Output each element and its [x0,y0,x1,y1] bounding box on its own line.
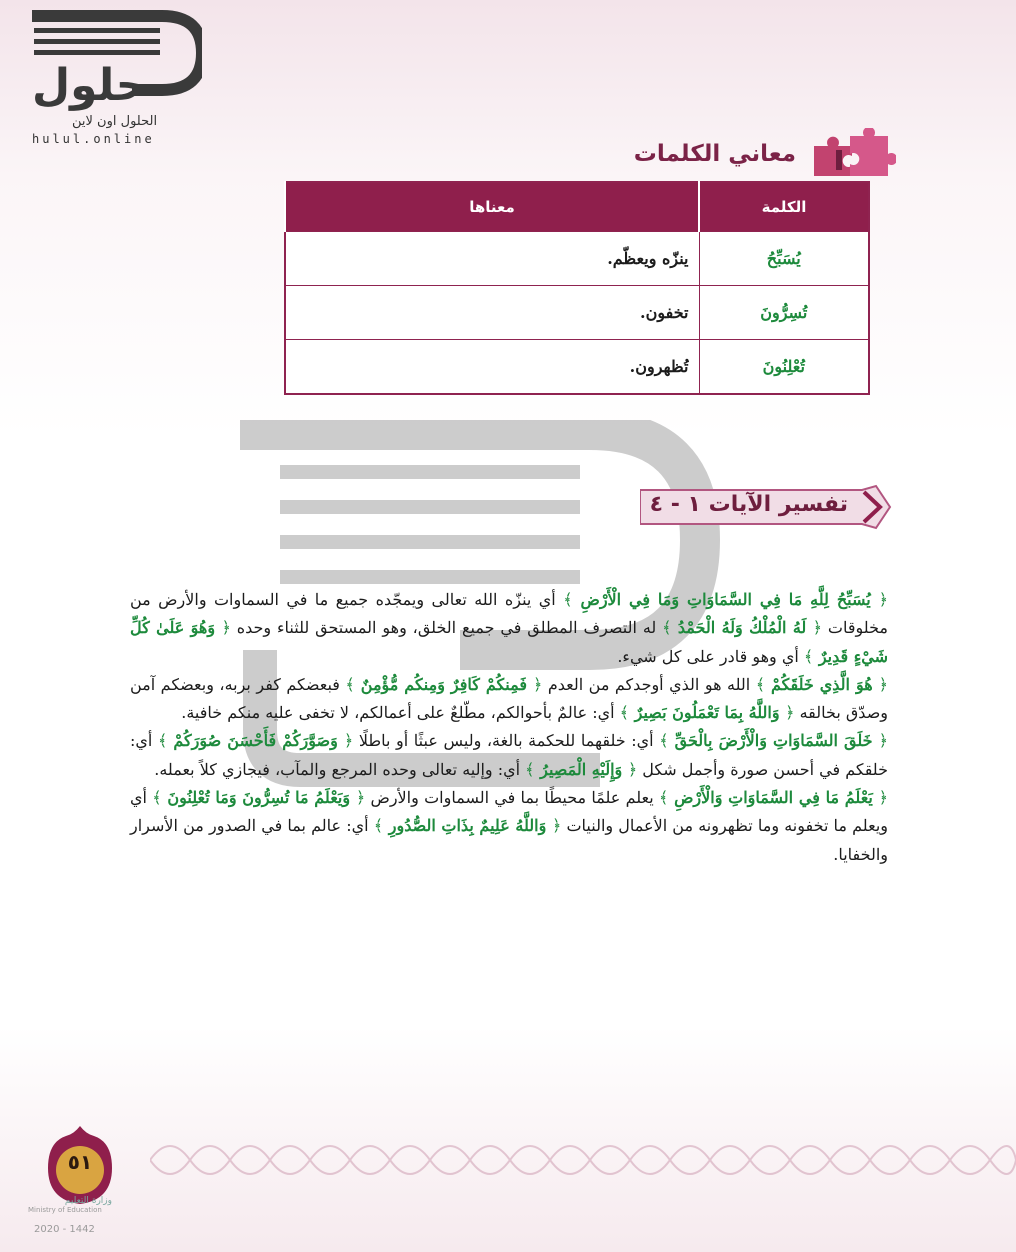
verse-bracket: ﴿ [355,788,366,808]
ministry-name-en: Ministry of Education [28,1206,102,1214]
vocab-title: معاني الكلمات [633,141,796,167]
quran-verse: وَصَوَّرَكُمْ فَأَحْسَنَ صُوَرَكُمْ [167,731,344,751]
logo-subtitle: الحلول اون لاين [72,114,158,129]
commentary-text: له التصرف المطلق في جميع الخلق، وهو المستحق للثناء وحده [230,618,663,638]
verse-bracket: ﴾ [658,788,669,808]
vocab-word: تُسِرُّونَ [699,286,869,340]
header-meaning: معناها [285,182,699,232]
vocab-meaning: تُظهرون. [285,340,699,395]
verse-bracket: ﴿ [785,703,795,723]
tafsir-paragraph [130,671,888,728]
verse-bracket: ﴿ [878,590,888,609]
table-row [285,286,869,340]
quran-verse: وَيَعْلَمُ مَا تُسِرُّونَ وَمَا تُعْلِنُونَ [161,788,356,808]
vocab-table [284,181,870,395]
verse-bracket: ﴾ [659,731,669,751]
tafsir-paragraph [130,727,888,784]
puzzle-icon [806,128,896,180]
verse-bracket: ﴿ [878,674,889,694]
quran-verse: يُسَبِّحُ لِلَّهِ مَا فِي السَّمَاوَاتِ وَمَا فِي الْأَرْضِ [572,590,879,609]
table-row [285,232,869,286]
verse-bracket: ﴿ [343,731,354,751]
quran-verse: لَهُ الْمُلْكُ وَلَهُ الْحَمْدُ [671,618,813,638]
vocab-word: تُعْلِنُونَ [699,340,869,395]
quran-verse: فَمِنكُمْ كَافِرٌ وَمِنكُم مُّؤْمِنٌ [354,674,533,694]
tafsir-body [130,586,888,869]
vocab-meaning: تخفون. [285,286,699,340]
verse-bracket: ﴿ [878,788,888,808]
footer-ornament-icon [150,1128,1016,1192]
quran-verse: وَاللَّهُ عَلِيمٌ بِذَاتِ الصُّدُورِ [383,816,552,836]
verse-bracket: ﴿ [878,731,889,751]
verse-bracket: ﴾ [755,674,766,694]
tafsir-section-header [640,482,892,532]
commentary-text: يعلم علمًا محيطًا بما في السماوات والأرض [365,788,659,808]
tafsir-title: تفسير الآيات ١ - ٤ [649,492,848,517]
quran-verse: وَاللَّهُ بِمَا تَعْمَلُونَ بَصِيرٌ [629,703,786,723]
commentary-text: أي: عالم بما في الصدور من الأسرار والخفايا. [130,816,888,864]
commentary-text: أي ويعلم ما تخفونه وما تظهرونه من الأعمال والنيات [130,788,888,836]
commentary-text: أي: خلقهما للحكمة بالغة، وليس عبثًا أو باطلًا [353,731,660,751]
ministry-name: وزارة التعليم [64,1196,112,1206]
tafsir-paragraph [130,586,888,671]
verse-bracket: ﴾ [662,618,672,638]
commentary-text: فبعضكم كفر بربه، وبعضكم آمن وصدّق بخالقه [130,674,888,723]
commentary-text: أي وهو قادر على كل شيء. [617,646,804,666]
vocab-meaning: ينزّه ويعظّم. [285,232,699,286]
commentary-text: أي ينزّه الله تعالى ويمجّده جميع ما في السماوات والأرض من مخلوقات [130,590,888,638]
ministry-logo [28,1196,112,1218]
quran-verse: يَعْلَمُ مَا فِي السَّمَاوَاتِ وَالْأَرْضِ [668,788,879,808]
verse-bracket: ﴿ [812,618,823,638]
header-word: الكلمة [699,182,869,232]
verse-bracket: ﴾ [525,759,535,779]
verse-bracket: ﴿ [627,759,638,779]
verse-bracket: ﴾ [373,816,384,836]
verse-bracket: ﴾ [345,674,355,694]
commentary-text: الله هو الذي أوجدكم من العدم [542,674,756,694]
footer-year: 2020 - 1442 [34,1224,95,1235]
verse-bracket: ﴿ [533,674,543,694]
quran-verse: وَهُوَ عَلَىٰ كُلِّ شَيْءٍ قَدِيرٌ [130,618,888,666]
verse-bracket: ﴾ [619,703,630,723]
verse-bracket: ﴾ [157,731,168,751]
vocab-word: يُسَبِّحُ [699,232,869,286]
verse-bracket: ﴿ [551,816,562,836]
verse-bracket: ﴾ [803,646,814,666]
commentary-text: أي: خلقكم في أحسن صورة وأجمل شكل [130,731,888,779]
table-header-row [285,182,869,232]
page-number: ٥١ [67,1150,93,1174]
quran-verse: هُوَ الَّذِي خَلَقَكُمْ [765,674,879,694]
site-logo [12,8,202,148]
table-row [285,340,869,395]
quran-verse: خَلَقَ السَّمَاوَاتِ وَالْأَرْضَ بِالْحَقِّ [668,731,879,751]
verse-bracket: ﴾ [152,788,162,808]
commentary-text: أي: عالمٌ بأحوالكم، مطّلعٌ على أعمالكم، لا تخفى عليه منكم خافية. [181,703,620,723]
logo-url: hulul.online [32,132,155,146]
tafsir-paragraph [130,784,888,869]
quran-verse: وَإِلَيْهِ الْمَصِيرُ [534,759,628,779]
verse-bracket: ﴾ [563,590,573,609]
verse-bracket: ﴿ [221,618,231,638]
logo-script: حلول [32,60,148,111]
vocab-section-header [634,128,896,180]
commentary-text: أي: وإليه تعالى وحده المرجع والمآب، فيجازي كلاً بعمله. [154,759,526,779]
